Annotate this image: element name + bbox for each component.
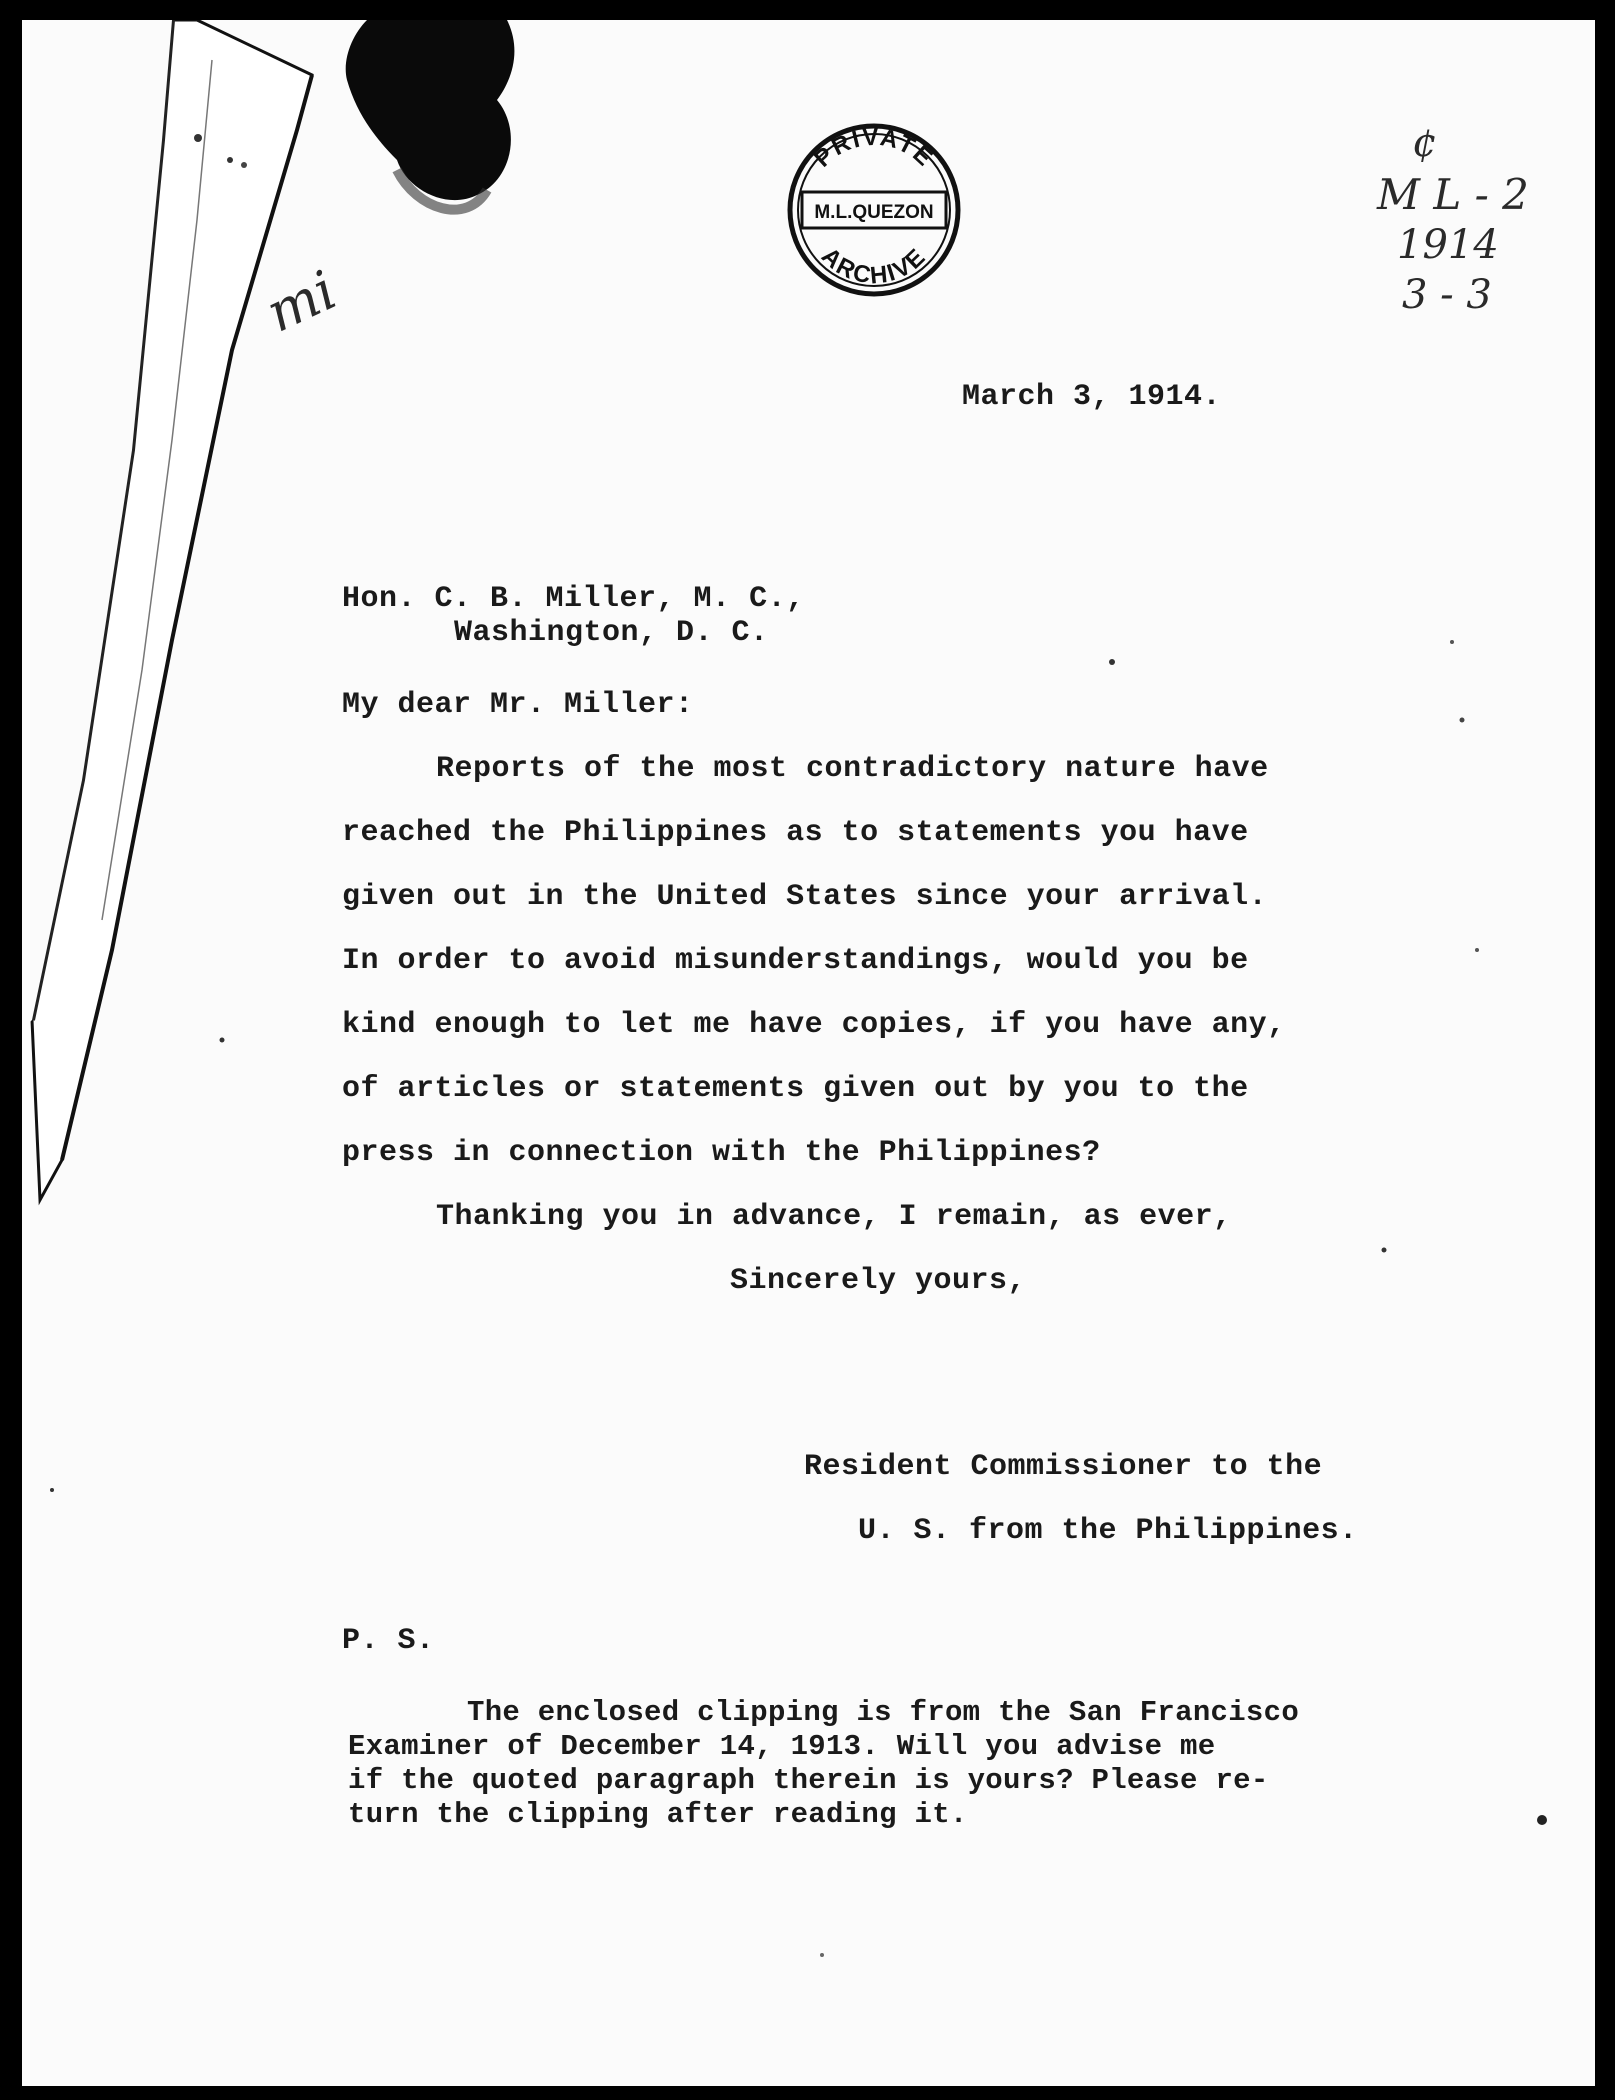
handwritten-ref-1: ¢ bbox=[1412, 120, 1438, 166]
recipient-line-1: Hon. C. B. Miller, M. C., bbox=[342, 582, 805, 616]
ps-label: P. S. bbox=[342, 1624, 435, 1658]
ps-line-1: The enclosed clipping is from the San Francisco bbox=[467, 1696, 1300, 1729]
paper-specks bbox=[22, 20, 1595, 2086]
handwritten-ref-2: M L - 2 bbox=[1377, 170, 1529, 219]
ps-line-3: if the quoted paragraph therein is yours? Please re- bbox=[348, 1764, 1269, 1797]
letter-page bbox=[22, 20, 1595, 2086]
letter-date: March 3, 1914. bbox=[962, 380, 1222, 414]
handwritten-left-note: mi bbox=[256, 258, 346, 345]
body-line-3: given out in the United States since your arrival. bbox=[342, 880, 1268, 914]
body-line-4: In order to avoid misunderstandings, would you be bbox=[342, 944, 1249, 978]
handwritten-ref-4: 3 - 3 bbox=[1402, 272, 1492, 318]
stamp-bottom-text: ARCHIVE bbox=[816, 242, 932, 290]
body-line-6: of articles or statements given out by you to the bbox=[342, 1072, 1249, 1106]
handwritten-ref-3: 1914 bbox=[1397, 222, 1499, 268]
ps-line-4: turn the clipping after reading it. bbox=[348, 1798, 968, 1831]
body-line-1: Reports of the most contradictory nature have bbox=[436, 752, 1269, 786]
recipient-line-2: Washington, D. C. bbox=[454, 616, 769, 650]
body-line-7: press in connection with the Philippines? bbox=[342, 1136, 1101, 1170]
body-line-5: kind enough to let me have copies, if you have any, bbox=[342, 1008, 1286, 1042]
closing-line: Thanking you in advance, I remain, as ever, bbox=[436, 1200, 1232, 1234]
sign-off: Sincerely yours, bbox=[730, 1264, 1027, 1298]
ps-line-2: Examiner of December 14, 1913. Will you advise me bbox=[348, 1730, 1216, 1763]
body-line-2: reached the Philippines as to statements you have bbox=[342, 816, 1249, 850]
signature-title-line-1: Resident Commissioner to the bbox=[804, 1450, 1323, 1484]
stamp-middle-text: M.L.QUEZON bbox=[814, 202, 934, 223]
signature-title-line-2: U. S. from the Philippines. bbox=[858, 1514, 1358, 1548]
salutation: My dear Mr. Miller: bbox=[342, 688, 694, 722]
stamp-top-text: PRIVATE bbox=[809, 123, 939, 173]
